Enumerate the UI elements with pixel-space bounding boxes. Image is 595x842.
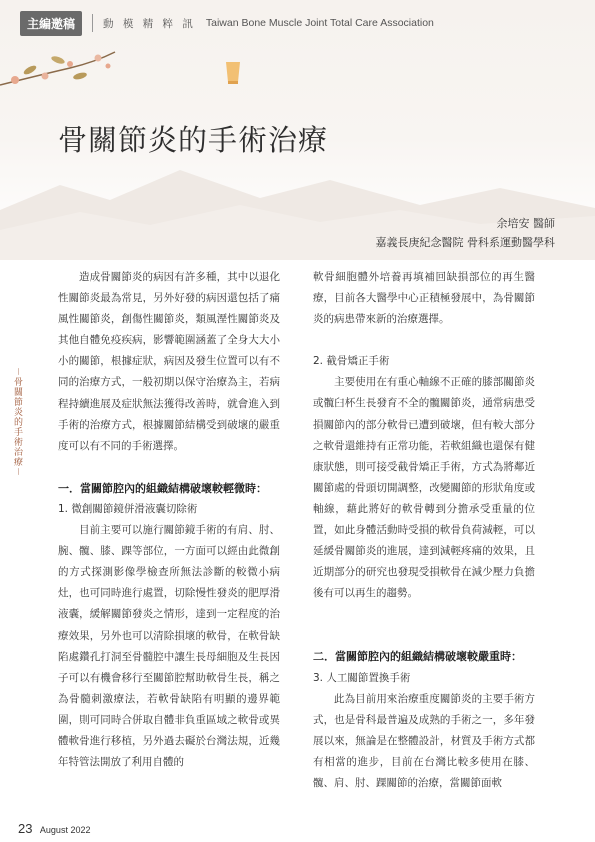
section-heading-1: 一．當關節腔內的組織結構破壞較輕微時： [58,481,267,495]
subheading-2: 2. 截骨矯正手術 [313,355,390,368]
left-column [58,267,280,773]
header-bar [20,10,434,36]
author-affiliation: 嘉義長庚紀念醫院 骨科系運動醫學科 [375,236,555,249]
right-column [313,267,535,794]
subheading-1: 1. 微創關節鏡併滑液囊切除術 [58,502,198,515]
section-badge: 主編邀稿 [20,11,82,36]
paragraph-arthroscopy: 目前主要可以施行關節鏡手術的有肩、肘、腕、髖、膝、踝等部位，一方面可以經由此微創的方式探測影像學檢查所無法診斷的較微小病灶，也可同時進行處置，切除慢性發炎的肥厚滑液囊，緩解關節發炎之情形，達到一定程度的治療效果，另外也可以清除損壞的軟骨，在軟骨缺陷處鑽孔打洞至骨髓腔中讓生長母細胞及生長因子可以有機會移行至關節腔幫助軟骨生長，稱之為骨髓刺激療法，若軟骨缺陷有明顯的邊界範圍，則可同時合併取自體非負重區域之軟骨或異體軟骨進行移植，另外過去礙於台灣法規，近幾年特管法開放了利用自體的 [58,524,280,769]
paragraph-osteotomy: 主要使用在有重心軸線不正確的膝部關節炎或髖臼杯生長發育不全的髖關節炎，通常病患受損關節內的部分軟骨已遭到破壞，但有較大部分之軟骨還維持有正常功能，若軟組織也還保有健康狀態，則可接受截骨矯正手術，方式為將鄰近關節處的骨頭切開調整，改變關節的形狀角度或軸線，藉此將好的軟骨轉到分擔承受重量的位置，如此身體活動時受損的軟骨負荷減輕，可以延緩骨關節炎的進展，達到減輕疼痛的效果，且近期部分的研究也發現受損軟骨在減少壓力負擔後有可以再生的趨勢。 [313,376,535,600]
subheading-3: 3. 人工關節置換手術 [313,671,411,684]
section-heading-2: 二．當關節腔內的組織結構破壞較嚴重時： [313,650,522,664]
intro-paragraph: 造成骨關節炎的病因有許多種，其中以退化性關節炎最為常見，另外好發的病因還包括了痛風性關節炎，創傷性關節炎，類風溼性關節炎及其他自體免疫疾病，影響範圍涵蓋了全身大大小小的關節，根據症狀，病因及發生位置可以有不同的治療方式，一般初期以保守治療為主，若病程持續進展及症狀無法獲得改善時，就會進入到手術的治療方式，根據關節結構受到破壞的嚴重度可以有不同的手術選擇。 [58,271,280,452]
article-title: 骨關節炎的手術治療 [58,123,329,157]
issue-date: August 2022 [39,825,91,835]
paragraph-joint-replacement: 此為目前用來治療重度關節炎的主要手術方式，也是骨科最普遍及成熟的手術之一，多年發展以來，無論是在整體設計，材質及手術方式都有相當的進步，目前在台灣比較多使用在膝、髖、肩、肘、踝關節的治療，當關節面軟 [313,692,535,789]
sky-lantern-icon [222,60,244,86]
paragraph-continued: 軟骨細胞體外培養再填補回缺損部位的再生醫療，目前各大醫學中心正積極發展中，為骨關節炎的病患帶來新的治療選擇。 [313,271,535,326]
blossom-branch-icon [0,30,120,110]
author-name: 余培安 醫師 [496,217,555,230]
page-number: 23 [18,821,33,836]
side-tab-label: －骨關節炎的手術治療－ [12,367,22,478]
header-divider [92,14,93,32]
byline [376,214,556,252]
series-name: 動 模 精 粹 訊 [103,17,196,30]
page-footer [18,820,90,838]
association-name: Taiwan Bone Muscle Joint Total Care Association [205,17,434,29]
